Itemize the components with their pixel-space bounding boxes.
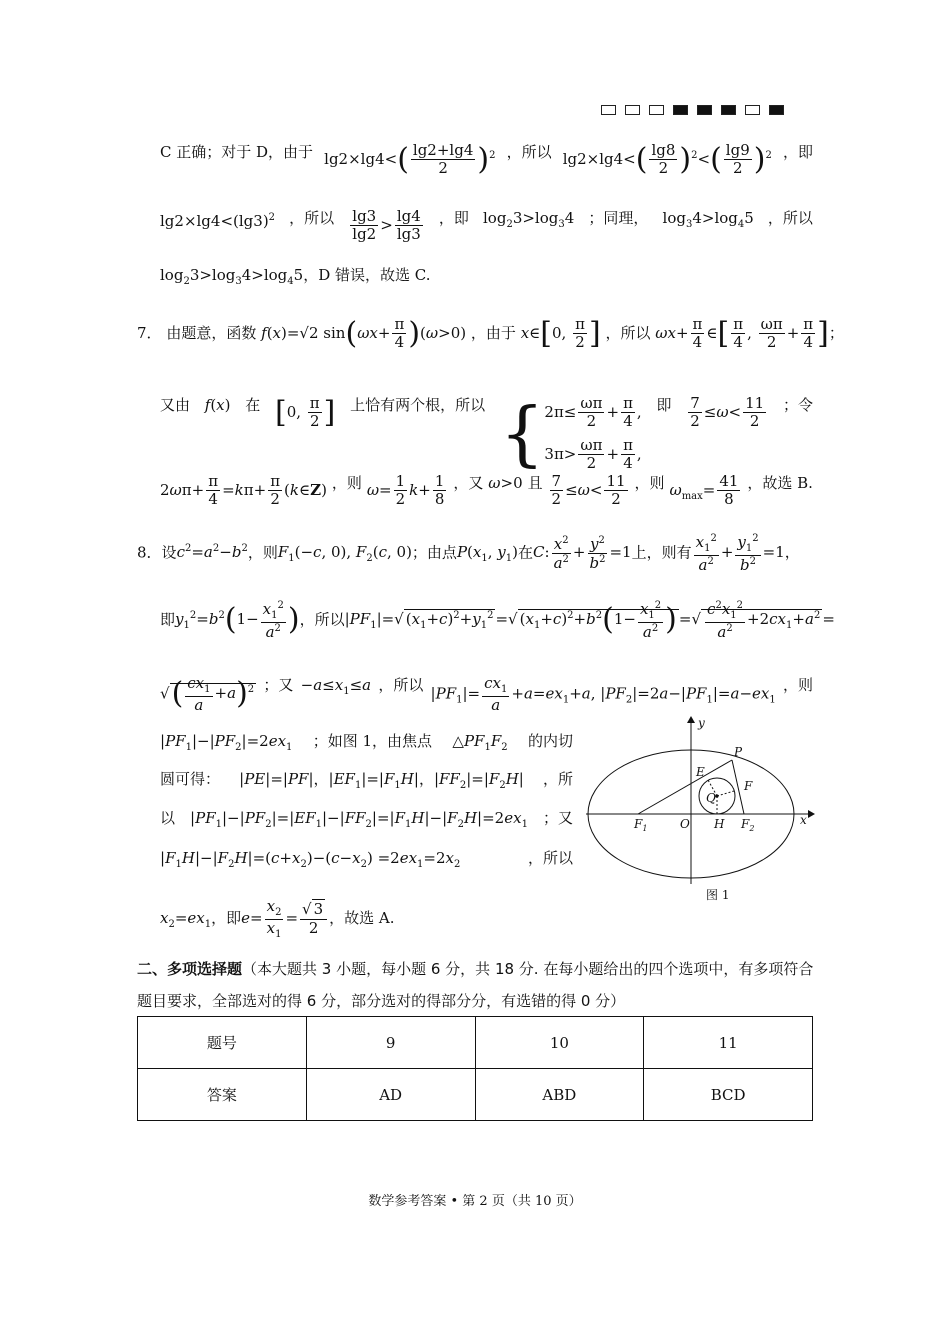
- y-axis-arrow: [687, 716, 695, 723]
- math-inline: $\lg 2\times\lg 4<(\lg 3)^2$: [160, 212, 276, 230]
- label-P: P: [734, 745, 743, 759]
- section-2-title: 二、多项选择题: [137, 960, 243, 978]
- radius-qf: [717, 791, 734, 796]
- label-O: O: [680, 817, 690, 831]
- math-inline: e= $\frac{x_2}{x_1}$ = $\frac{√ 3}{2}$: [241, 909, 329, 927]
- math-inline: $\log_23>\log_34>\log_45$: [160, 266, 304, 287]
- x-axis-arrow: [808, 810, 815, 818]
- math-inline: $F_1(-c$, 0), $F_2(c$, 0): [277, 543, 412, 565]
- math-inline: f(x): [204, 396, 231, 414]
- math-inline: $\log_34>\log_45$: [662, 209, 754, 230]
- label-H: H: [714, 817, 725, 831]
- answer-cell: BCD: [644, 1069, 813, 1121]
- math-inline: ω>0: [488, 474, 523, 492]
- p7-line-1: 7． 由题意，函数 f(x)=√2 sin(ωx+ $\frac{\pi}{4}$ )(ω>0) ，由于 x∈[0, $\frac{\pi}{2}$ ] ，所以 ωx+ $\frac{\pi}{4}$ ∈[ $\frac{\pi}{4}$ , $\frac{\omega\pi}{2}$ + $\frac{\pi}{4}$ ]；: [137, 315, 844, 352]
- question-number: 11: [644, 1017, 813, 1069]
- progress-mark-filled: [673, 105, 688, 115]
- answer-table: [137, 1016, 813, 1121]
- label-x: x: [800, 813, 807, 827]
- label-F2: $F_2$: [741, 817, 755, 833]
- math-inline: x∈[0, $\frac{\pi}{2}$ ]: [520, 315, 601, 352]
- row-label: 题号: [138, 1017, 307, 1069]
- incenter-point: [715, 794, 718, 797]
- progress-mark-filled: [721, 105, 736, 115]
- label-Q: Q: [706, 791, 716, 805]
- section-2-heading: [137, 953, 815, 1017]
- p8-line-4: $|PF_1|-|PF_2|=2ex_1$ ；如图 1，由焦点 $\triangle PF_1F_2$ 的内切: [160, 731, 573, 758]
- label-y: y: [698, 716, 705, 730]
- p6-line-1: C 正确；对于 D，由于 lg2×lg4<( $\frac{\lg 2+\lg 4}{2}$ )$^2$ ，所以 lg2×lg4<( $\frac{\lg 8}{2}$ )$^2$<( $\frac{\lg 9}{2}$ )$^2$ ，即: [160, 141, 813, 178]
- math-inline: $\frac{7}{2}$ ≤ω< $\frac{11}{2}$: [690, 394, 765, 431]
- math-inline: $c^2=a^2-b^2$: [176, 543, 248, 562]
- label-E: E: [696, 765, 705, 779]
- p6-line-3: $\log_23>\log_34>\log_45$，D 错误，故选 C.: [160, 266, 431, 287]
- math-inline: $|F_1H|-|F_2H|=(c+x_2)-(c-x_2) =2ex_1=2x_2$: [160, 849, 461, 870]
- page-progress-marks: [601, 105, 784, 115]
- math-inline: $|PF_1|-|PF_2|=|EF_1|-|FF_2|=|F_1H|-|F_2H|=2ex_1$: [190, 809, 528, 830]
- segment-pf1: [638, 760, 732, 814]
- math-inline: $-a\le x_1\le a$: [300, 676, 372, 697]
- table-row: [138, 1017, 813, 1069]
- math-inline: $|PF_1|=$ $\frac{cx_1}{a}$ $+a=ex_1+a$, $|PF_2|=2a-|PF_1|=a-ex_1$: [430, 674, 776, 714]
- math-inline: |PE|=|PF|，$|EF_1|=|F_1H|$，$|FF_2|=|F_2H|$: [239, 770, 524, 791]
- figure-caption: 图 1: [706, 888, 730, 902]
- p8-line-7: $|F_1H|-|F_2H|=(c+x_2)-(c-x_2) =2ex_1=2x_2$ ，所以: [160, 848, 573, 875]
- math-inline: lg2×lg4<( $\frac{\lg 2+\lg 4}{2}$ )$^2$: [324, 141, 496, 178]
- math-inline: $\omega_{max}=$ $\frac{41}{8}$: [669, 472, 739, 509]
- label-F1: $F_1$: [634, 817, 648, 833]
- section-2-description: （本大题共 3 小题，每小题 6 分，共 18 分. 在每小题给出的四个选项中，有多项符合题目要求，全部选对的得 6 分，部分选对的得部分分，有选错的得 0 分）: [137, 960, 814, 1010]
- math-inline: $\frac{7}{2}$ ≤ω< $\frac{11}{2}$: [551, 472, 626, 509]
- math-inline: lg2×lg4<( $\frac{\lg 8}{2}$ )$^2$<( $\frac{\lg 9}{2}$ )$^2$: [562, 141, 772, 178]
- progress-mark-empty: [745, 105, 760, 115]
- math-inline: $\frac{x_1^2}{a^2}$ + $\frac{y_1^2}{b^2}$ =1，: [695, 533, 800, 574]
- segment-pf2: [732, 760, 744, 814]
- math-inline: $|PF_1|=√$ $(x_1+c)^2+y_1^2$ =√ $(x_1+c)^2+b^2(1-$ $\frac{x_1^2}{a^2}$ ) =√ $\frac{c^2x_1^2}{a^2}$ $+2cx_1+a^2$ =: [344, 600, 835, 641]
- label-F: F: [744, 779, 753, 793]
- math-inline: $x_2=ex_1$: [160, 909, 212, 930]
- p7-line-2: 又由 f(x) 在 [0, $\frac{\pi}{2}$ ] 上恰有两个根，所以 { 2π≤ $\frac{\omega\pi}{2}$ + $\frac{\pi}{4}$ , 3π> $\frac{\omega\pi}{2}$ + $\frac{\pi}{4}$ , 即 $\frac{7}{2}$ ≤ω< $\frac{11}{2}$ ；令: [160, 392, 813, 475]
- progress-mark-empty: [649, 105, 664, 115]
- progress-mark-filled: [769, 105, 784, 115]
- math-inline: $P(x_1$, $y_1$): [456, 543, 518, 565]
- p7-line-3: 2ωπ+ $\frac{\pi}{4}$ =kπ+ $\frac{\pi}{2}$ (k∈Z) ，则 ω= $\frac{1}{2}$ k+ $\frac{1}{8}$ ，又 ω>0 且 $\frac{7}{2}$ ≤ω< $\frac{11}{2}$ ，则 $\omega_{max}=$ $\frac{41}{8}$ ，故选 B.: [160, 472, 813, 509]
- p8-line-6: 以 $|PF_1|-|PF_2|=|EF_1|-|FF_2|=|F_1H|-|F_2H|=2ex_1$ ；又: [160, 808, 573, 835]
- math-inline: ωx+ $\frac{\pi}{4}$ ∈[ $\frac{\pi}{4}$ , $\frac{\omega\pi}{2}$ + $\frac{\pi}{4}$ ]；: [655, 315, 844, 352]
- question-number: 9: [306, 1017, 475, 1069]
- page-footer: 数学参考答案 • 第 2 页（共 10 页）: [368, 1194, 582, 1209]
- answer-cell: AD: [306, 1069, 475, 1121]
- math-system: { 2π≤ $\frac{\omega\pi}{2}$ + $\frac{\pi}{4}$ , 3π> $\frac{\omega\pi}{2}$ + $\frac{\pi}{4}$ ,: [499, 392, 642, 475]
- math-inline: $y_1^2=b^2(1-$ $\frac{x_1^2}{a^2}$ ): [175, 600, 300, 641]
- math-inline: $\frac{\lg 3}{\lg 2}$ > $\frac{\lg 4}{\lg 3}$: [352, 207, 421, 244]
- p8-line-1: 8．设$c^2=a^2-b^2$，则$F_1(-c$, 0), $F_2(c$, 0)；由点$P(x_1$, $y_1$)在C: $\frac{x^2}{a^2}$ + $\frac{y^2}{b^2}$ =1上，则有 $\frac{x_1^2}{a^2}$ + $\frac{y_1^2}{b^2}$ =1，: [137, 533, 800, 574]
- math-inline: 2ωπ+ $\frac{\pi}{4}$ =kπ+ $\frac{\pi}{2}$ (k∈Z): [160, 472, 327, 509]
- math-inline: $|PF_1|-|PF_2|=2ex_1$: [160, 732, 293, 753]
- math-inline: ω= $\frac{1}{2}$ k+ $\frac{1}{8}$: [366, 472, 445, 509]
- table-row: [138, 1069, 813, 1121]
- math-inline: $\log_23>\log_34$: [483, 209, 575, 230]
- p8-line-2: 即$y_1^2=b^2(1-$ $\frac{x_1^2}{a^2}$ )，所以$|PF_1|=√$ $(x_1+c)^2+y_1^2$ =√ $(x_1+c)^2+b^2(1-$ $\frac{x_1^2}{a^2}$ ) =√ $\frac{c^2x_1^2}{a^2}$ $+2cx_1+a^2$ =: [160, 600, 835, 641]
- progress-mark-filled: [697, 105, 712, 115]
- math-inline: C: $\frac{x^2}{a^2}$ + $\frac{y^2}{b^2}$ =1: [533, 534, 632, 572]
- p8-line-8: $x_2=ex_1$，即e= $\frac{x_2}{x_1}$ = $\frac{√ 3}{2}$ ，故选 A.: [160, 897, 395, 940]
- p8-line-5: 圆可得： |PE|=|PF|，$|EF_1|=|F_1H|$，$|FF_2|=|F_2H|$ ，所: [160, 769, 573, 796]
- math-inline: √( $\frac{cx_1}{a}$ +a)$^2$: [160, 674, 255, 714]
- p8-line-3: √( $\frac{cx_1}{a}$ +a)$^2$ ；又 $-a\le x_1\le a$ ，所以 $|PF_1|=$ $\frac{cx_1}{a}$ $+a=ex_1+a$, $|PF_2|=2a-|PF_1|=a-ex_1$ ，则: [160, 674, 813, 714]
- math-inline: $\triangle PF_1F_2$: [452, 732, 508, 753]
- ellipse-figure: [586, 712, 816, 888]
- progress-mark-empty: [601, 105, 616, 115]
- math-inline: f(x)=√2 sin(ωx+ $\frac{\pi}{4}$ )(ω>0): [261, 315, 467, 352]
- p6-line-2: $\lg 2\times\lg 4<(\lg 3)^2$ ，所以 $\frac{\lg 3}{\lg 2}$ > $\frac{\lg 4}{\lg 3}$ ，即 $\log_23>\log_34$ ；同理， $\log_34>\log_45$ ，所以: [160, 207, 813, 244]
- math-inline: [0, $\frac{\pi}{2}$ ]: [274, 394, 336, 431]
- row-label: 答案: [138, 1069, 307, 1121]
- answer-cell: ABD: [475, 1069, 644, 1121]
- progress-mark-empty: [625, 105, 640, 115]
- question-number: 10: [475, 1017, 644, 1069]
